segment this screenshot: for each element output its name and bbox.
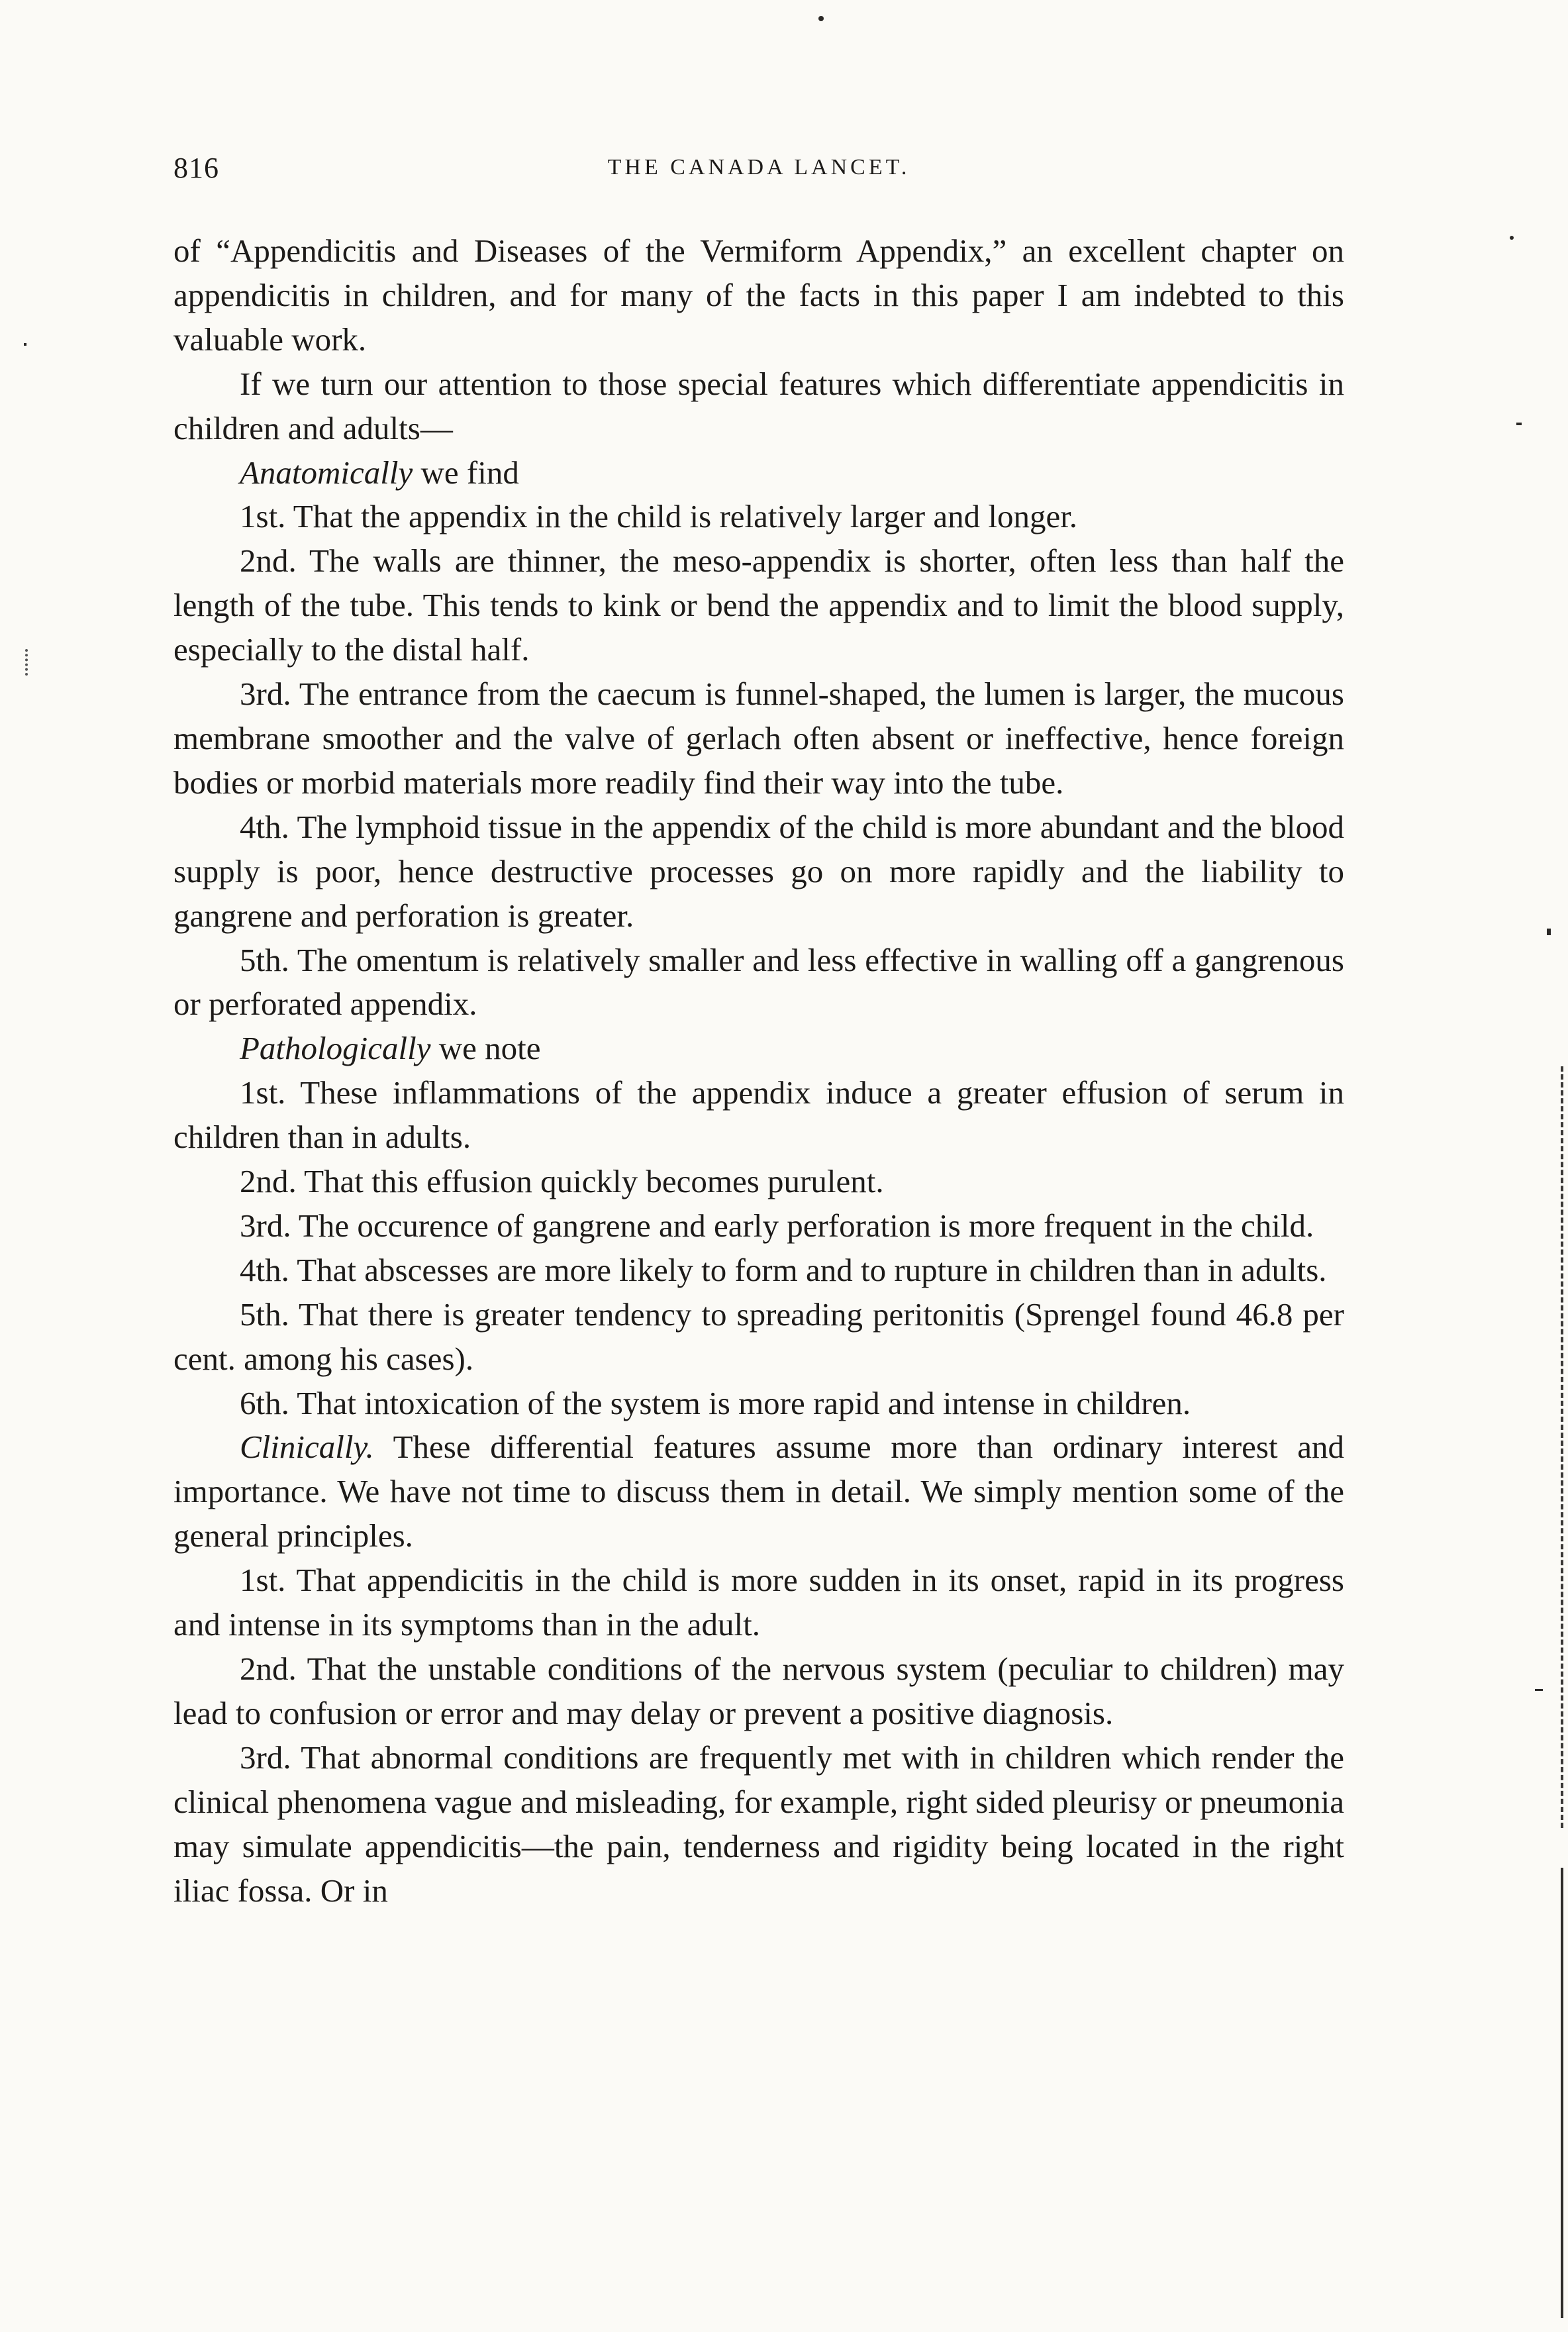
- paragraph: 1st. That appendicitis in the child is more sudden in its onset, rapid in its progress and intense in its symptoms than in the adult.: [173, 1562, 1344, 1643]
- scan-speck: [1510, 236, 1514, 240]
- page-edge-shadow: [1561, 1066, 1566, 1828]
- running-title: THE CANADA LANCET.: [607, 155, 910, 179]
- scan-speck: [25, 649, 30, 676]
- body-text: [173, 229, 1344, 1913]
- paragraph: 6th. That intoxication of the system is more rapid and intense in children.: [240, 1384, 1191, 1421]
- page-header: [173, 151, 1344, 204]
- paragraph: 2nd. The walls are thinner, the meso-appendix is shorter, often less than half the length of the tube. This tends to kink or bend the appendix and to limit the blood supply, especially to the distal half.: [173, 542, 1344, 668]
- scan-speck: [24, 343, 26, 346]
- paragraph: 4th. The lymphoid tissue in the appendix of the child is more abundant and the blood supply is poor, hence destructive processes go on more rapidly and the liability to gangrene and perforation is greater.: [173, 808, 1344, 934]
- paragraph: 3rd. The entrance from the caecum is funnel-shaped, the lumen is larger, the mucous membrane smoother and the valve of gerlach often absent or ineffective, hence foreign bodies or morbid materials more readily find their way into the tube.: [173, 676, 1344, 801]
- section-heading-anatomically: Anatomically we find: [240, 454, 519, 491]
- section-heading-clinically: Clinically. These differential features assume more than ordinary interest and importance. We have not time to discuss them in detail. We simply mention some of the general principles.: [173, 1429, 1344, 1554]
- paragraph: 1st. That the appendix in the child is relatively larger and longer.: [240, 498, 1078, 535]
- paragraph: 3rd. The occurence of gangrene and early perforation is more frequent in the child.: [240, 1207, 1314, 1244]
- document-page: [173, 151, 1344, 1913]
- paragraph: 3rd. That abnormal conditions are frequently met with in children which render the clinical phenomena vague and misleading, for example, right sided pleurisy or pneumonia may simulate appendicitis—the pain, tenderness and rigidity being located in the right iliac fossa. Or in: [173, 1739, 1344, 1909]
- scan-speck: [1547, 929, 1551, 935]
- scan-speck: [818, 16, 824, 21]
- scan-speck: [1535, 1689, 1543, 1691]
- paragraph: 4th. That abscesses are more likely to form and to rupture in children than in adults.: [240, 1251, 1327, 1288]
- scan-speck: [1516, 423, 1522, 425]
- page-number: 816: [173, 152, 219, 184]
- paragraph: 5th. That there is greater tendency to spreading peritonitis (Sprengel found 46.8 per cent. among his cases).: [173, 1295, 1344, 1377]
- section-heading-pathologically: Pathologically we note: [240, 1030, 541, 1067]
- paragraph: of “Appendicitis and Diseases of the Vermiform Appendix,” an excellent chapter on appendicitis in children, and for many of the facts in this paper I am indebted to this valuable work.: [173, 232, 1344, 358]
- paragraph: 2nd. That this effusion quickly becomes purulent.: [240, 1163, 884, 1200]
- paragraph: 1st. These inflammations of the appendix induce a greater effusion of serum in children than in adults.: [173, 1074, 1344, 1156]
- paragraph: If we turn our attention to those special features which differentiate appendicitis in children and adults—: [173, 365, 1344, 446]
- page-edge-shadow: [1561, 1868, 1563, 2318]
- paragraph: 5th. The omentum is relatively smaller and less effective in walling off a gangrenous or perforated appendix.: [173, 941, 1344, 1023]
- paragraph: 2nd. That the unstable conditions of the nervous system (peculiar to children) may lead to confusion or error and may delay or prevent a positive diagnosis.: [173, 1650, 1344, 1731]
